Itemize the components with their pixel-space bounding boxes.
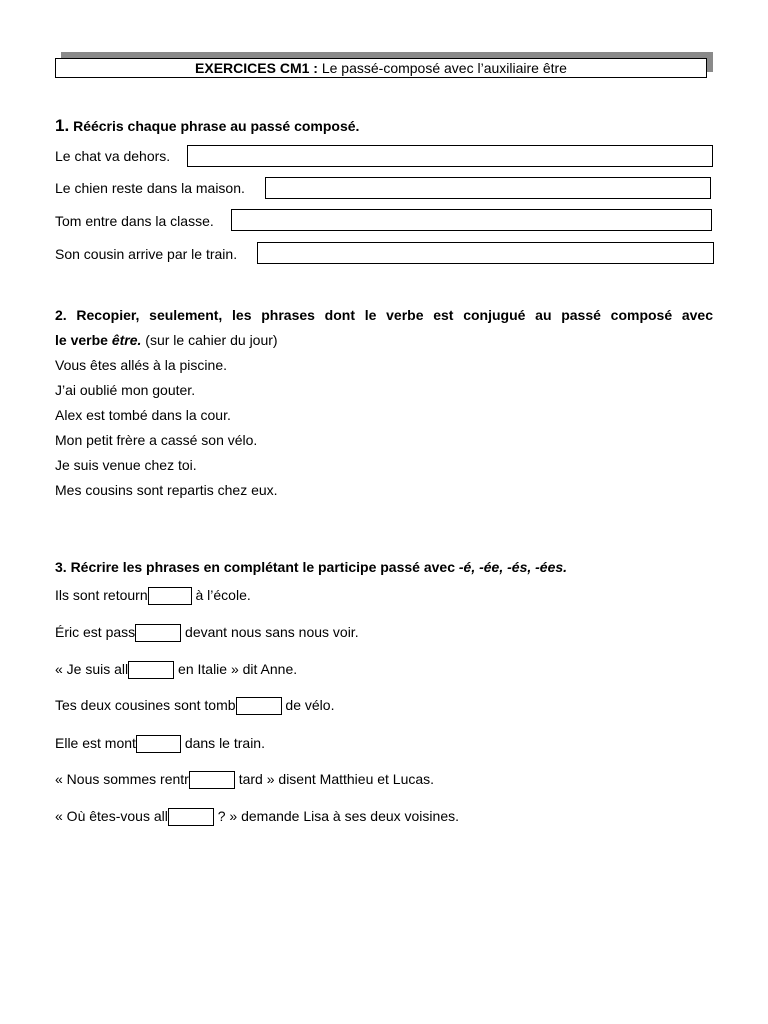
ex3-blank-7[interactable] [168, 808, 214, 826]
ex3-s4-after: de vélo. [281, 697, 335, 713]
ex3-heading [55, 559, 567, 575]
ex3-instruction: 3. Récrire les phrases en complétant le participe passé avec [55, 559, 459, 575]
ex2-sentence-2: J’ai oublié mon gouter. [55, 382, 196, 398]
ex3-s1-before: Ils sont retourn [55, 587, 148, 603]
ex2-line2-rest: (sur le cahier du jour) [141, 332, 278, 348]
ex3-blank-1[interactable] [148, 587, 192, 605]
ex3-s5-after: dans le train. [180, 735, 265, 751]
ex1-sentence-1: Le chat va dehors. [55, 148, 171, 164]
ex2-instruction-line2 [55, 328, 713, 353]
ex1-answer-box-1[interactable] [187, 145, 713, 167]
page-title [55, 58, 707, 78]
ex2-sentence-4: Mon petit frère a cassé son vélo. [55, 432, 258, 448]
ex3-blank-2[interactable] [135, 624, 181, 642]
ex3-sentence-4 [55, 697, 334, 715]
ex3-sentence-5 [55, 735, 265, 753]
ex3-blank-6[interactable] [189, 771, 235, 789]
ex3-s7-before: « Où êtes-vous all [55, 808, 168, 824]
ex1-sentence-4: Son cousin arrive par le train. [55, 246, 238, 262]
ex2-instruction-line1: 2. Recopier, seulement, les phrases dont le verbe est conjugué au passé composé avec [55, 307, 713, 323]
ex2-sentence-3: Alex est tombé dans la cour. [55, 407, 231, 423]
ex3-s7-after: ? » demande Lisa à ses deux voisines. [213, 808, 459, 824]
ex1-answer-box-4[interactable] [257, 242, 714, 264]
ex3-s2-after: devant nous sans nous voir. [181, 624, 359, 640]
ex3-sentence-6 [55, 771, 434, 789]
title-banner [55, 52, 713, 78]
ex3-blank-5[interactable] [136, 735, 181, 753]
title-bold: EXERCICES CM1 : [195, 60, 318, 76]
ex3-endings: -é, -ée, -és, -ées. [458, 559, 568, 575]
ex1-answer-box-3[interactable] [231, 209, 712, 231]
ex3-sentence-1 [55, 587, 251, 605]
title-rest: Le passé-composé avec l’auxiliaire être [317, 60, 567, 76]
ex2-sentence-5: Je suis venue chez toi. [55, 457, 197, 473]
ex1-instruction: Réécris chaque phrase au passé composé. [69, 118, 360, 134]
ex1-number: 1. [55, 116, 70, 135]
ex3-s3-before: « Je suis all [55, 661, 129, 677]
ex1-sentence-2: Le chien reste dans la maison. [55, 180, 245, 196]
ex1-heading [55, 116, 359, 136]
ex2-sentence-6: Mes cousins sont repartis chez eux. [55, 482, 278, 498]
ex3-sentence-7 [55, 808, 459, 826]
ex2-block [55, 303, 713, 503]
ex3-s6-after: tard » disent Matthieu et Lucas. [234, 771, 435, 787]
ex3-sentence-2 [55, 624, 359, 642]
ex3-s6-before: « Nous sommes rentr [55, 771, 189, 787]
ex3-s4-before: Tes deux cousines sont tomb [55, 697, 236, 713]
ex3-blank-4[interactable] [236, 697, 282, 715]
ex1-sentence-3: Tom entre dans la classe. [55, 213, 214, 229]
ex3-blank-3[interactable] [128, 661, 174, 679]
ex2-line2-bold: le verbe [55, 332, 112, 348]
ex1-answer-box-2[interactable] [265, 177, 711, 199]
ex3-s5-before: Elle est mont [55, 735, 136, 751]
ex3-s3-after: en Italie » dit Anne. [174, 661, 298, 677]
ex3-s1-after: à l’école. [191, 587, 251, 603]
ex3-sentence-3 [55, 661, 297, 679]
ex2-sentence-1: Vous êtes allés à la piscine. [55, 357, 227, 373]
ex3-s2-before: Éric est pass [55, 624, 136, 640]
ex2-line2-italic: être. [111, 332, 142, 348]
